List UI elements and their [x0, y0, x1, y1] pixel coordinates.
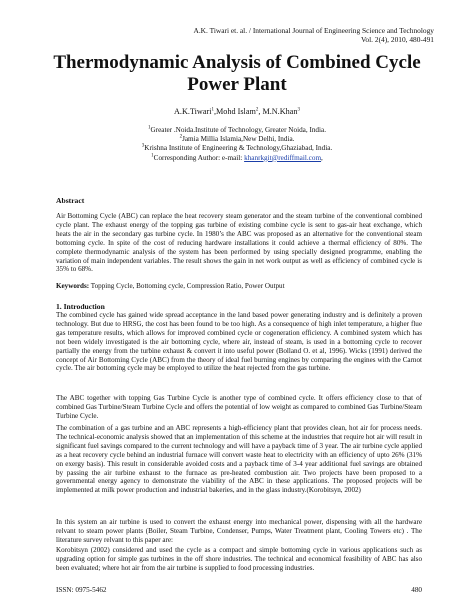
author-affil-marker: 1: [211, 107, 214, 113]
author-name: Mohd Islam: [216, 107, 256, 116]
intro-paragraph: The combination of a gas turbine and an ABC represents a high-efficiency plant that provides clean, hot air for process needs. The technical-economic analysis showed that an implementation of this scheme at the industries that require hot air will result in significant fuel savings compared to the current technology and will have a payback time of 3 year. The air turbine cycle applied as a heat recovery cycle behind an industrial furnace will convert waste heat to electricity with an efficiency of upto 26% (31% on exergy basis). This result in considerable avoided costs and a payback time of 3-4 year additional fuel savings are obtained by passing the air turbine exhaust to the furnace as pre-heated combustion air. Two projects have been proposed to a governmental energy agency to demonstrate the viability of the ABC in these applications. The proposed projects will be implemented at milk power production and industrial bakeries, and in the glass industry.(Korobitsyn, 2002): [56, 424, 422, 495]
affiliation-block: [0, 126, 474, 163]
corresponding-marker: 1: [151, 153, 154, 159]
author-name: A.K.Tiwari: [174, 107, 212, 116]
corresponding-email-link[interactable]: khanrkgit@rediffmail.com: [244, 153, 322, 162]
paper-title-line-2: Power Plant: [187, 74, 287, 95]
affiliation-line: [0, 144, 474, 153]
intro-paragraph: The combined cycle has gained wide spread acceptance in the land based power generating industry and is definitely a proven technology. But due to HRSG, the cost has been found to be too high. As a consequence of high inlet temperature, a higher flue gas temperature results, which allows for improved combined cycle or cogeneration efficiency. A combined system which has not been widely investigated is the air bottoming cycle, where air, instead of steam, is used in a bottoming cycle to recover partially the energy from the turbine exhaust & convert it into useful power (Bolland O. et al, 1996). Wicks (1991) derived the concept of Air Bottoming Cycle (ABC) from the theory of ideal fuel burning engines by comparing the engines with the Carnot cycle. The air bottoming cycle may be employed to utilize the heat rejected from the gas turbine.: [56, 311, 422, 373]
footer-page-number: 480: [411, 586, 422, 594]
affiliation-line: [0, 126, 474, 135]
author-affil-marker: 2: [255, 107, 259, 113]
affiliation-marker: 1: [147, 125, 151, 131]
keywords-label: Keywords:: [56, 282, 90, 290]
corresponding-tail: ,: [321, 153, 323, 162]
keywords-line: [56, 282, 422, 291]
author-affil-marker: 3: [297, 107, 300, 113]
paper-title-line-1: Thermodynamic Analysis of Combined Cycle: [53, 52, 421, 73]
affiliation-line: [0, 135, 474, 144]
affiliation-text: Greater .Noida.Institute of Technology, Greater Noida, India.: [150, 126, 327, 134]
footer-issn: ISSN: 0975-5462: [56, 586, 107, 594]
affiliation-marker: 2: [179, 134, 183, 140]
abstract-text: Air Bottoming Cycle (ABC) can replace the heat recovery steam generator and the steam turbine of the conventional combined cycle plant. The exhaust energy of the topping gas turbine of existing combine cycle is sent to gas-air heat exchange, which heats the air in the secondary gas turbine cycle. In 1980’s the ABC was proposed as an alternative for the conventional steam bottoming cycle. In spite of the cost of reducing hardware installations it could achieve a thermal efficiency of 80%. The complete thermodynamic analysis of the system has been performed by using specially designed programme, enabling the variation of main independent variables. The result shows the gain in net work output as well as efficiency of combined cycle is 35% to 68%.: [56, 212, 422, 274]
intro-paragraph: Korobitsyn (2002) considered and used the cycle as a compact and simple bottoming cycle in various applications such as upgrading option for simple gas turbines in the off shore industries. The technical and economical feasibility of ABC has also been evaluated; where hot air from the air turbine is supplied to food processing industries.: [56, 546, 422, 572]
running-header: [193, 26, 434, 44]
affiliation-marker: 3: [141, 144, 145, 150]
corresponding-author-line: [0, 154, 474, 163]
introduction-heading: 1. Introduction: [56, 302, 105, 311]
corresponding-label: Corresponding Author: e-mail:: [153, 153, 243, 162]
keywords-text: Topping Cycle, Bottoming cycle, Compression Ratio, Power Output: [90, 282, 285, 290]
abstract-heading: Abstract: [56, 196, 85, 205]
intro-paragraph: The ABC together with topping Gas Turbine Cycle is another type of combined cycle. It offers efficiency close to that of combined Gas Turbine/Steam Turbine Cycle and offers the potential of low weight as compared to combined Gas Turbine/Steam Turbine Cycle.: [56, 394, 422, 420]
affiliation-text: Krishna Institute of Engineering & Technology,Ghaziabad, India.: [144, 144, 333, 153]
intro-paragraph: In this system an air turbine is used to convert the exhaust energy into mechanical power, dispensing with all the hardware relvant to steam power plants (Boiler, Steam Turbine, Condenser, Pumps, Water Treatment plant, Cooling Towers etc) . The literature survey relvant to this paper are:: [56, 518, 422, 544]
author-name: M.N.Khan: [262, 107, 298, 116]
paper-title: [0, 52, 474, 96]
author-list: A.K.Tiwari$^1$,Mohd Islam$^2$, M.N.Khan$^3$: [174, 107, 300, 116]
running-header-journal: A.K. Tiwari et. al. / International Journal of Engineering Science and Technology: [193, 26, 434, 35]
running-header-volume: Vol. 2(4), 2010, 480-491: [361, 35, 434, 44]
affiliation-text: Jamia Millia Islamia,New Delhi, India.: [182, 135, 295, 144]
